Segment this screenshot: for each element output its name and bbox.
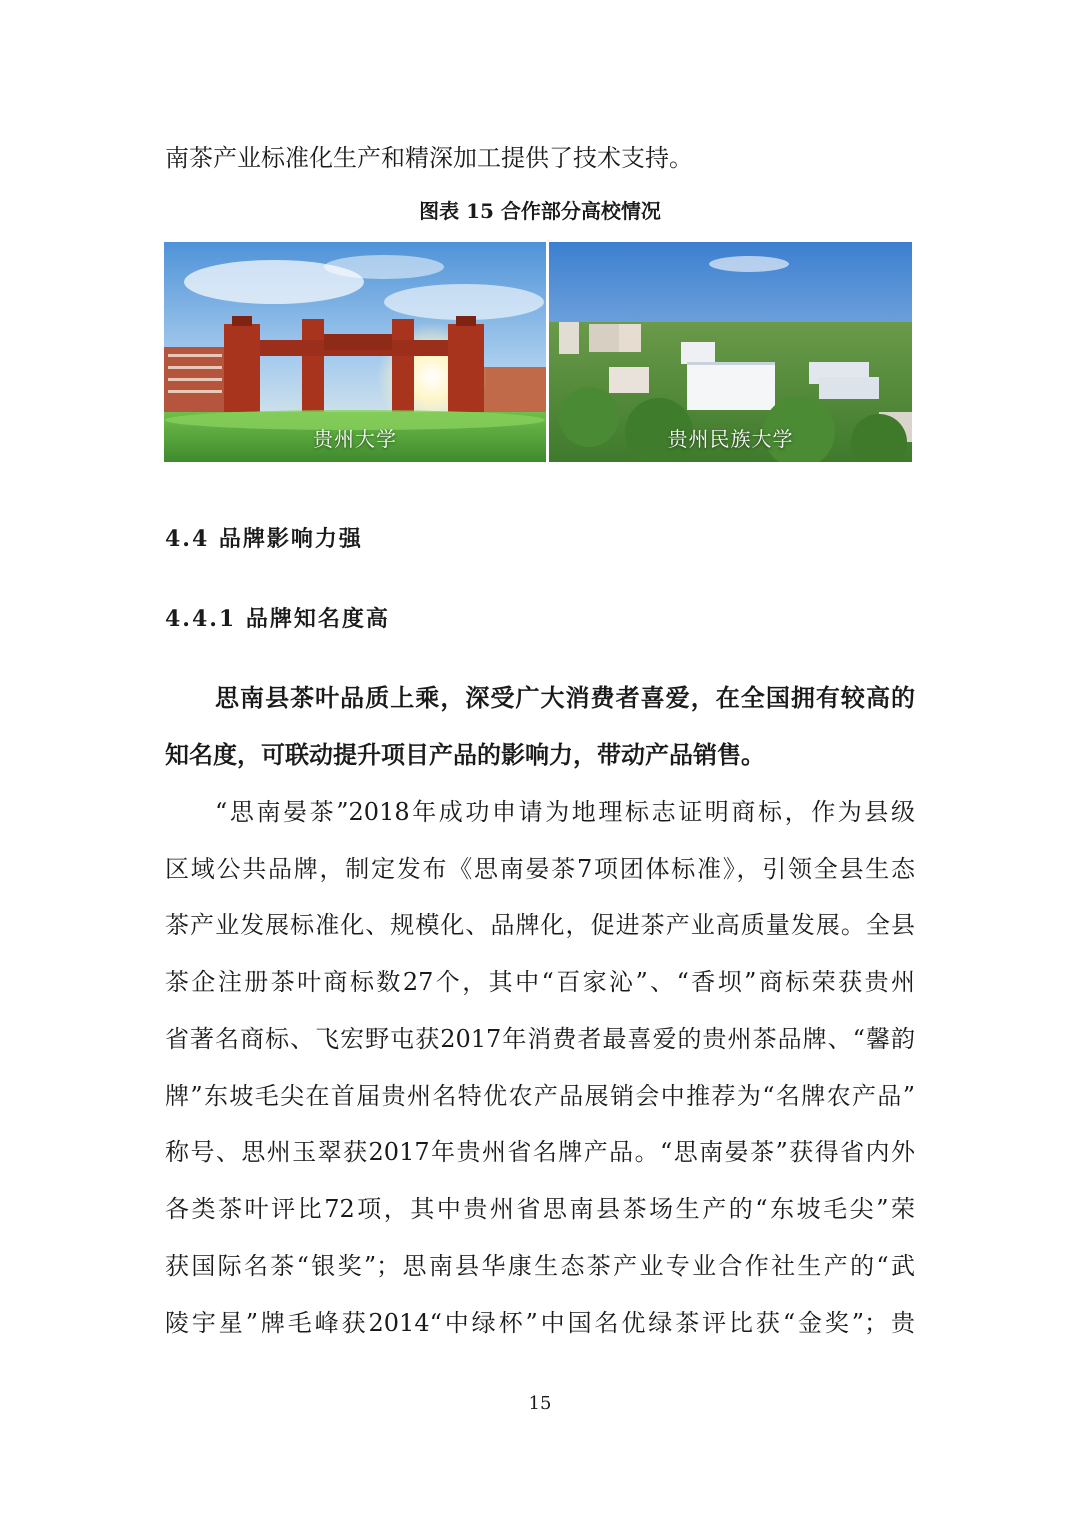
body-line-3: 茶产业发展标准化、规模化、品牌化，促进茶产业高质量发展。全县 xyxy=(165,911,915,939)
photo-divider xyxy=(546,242,549,462)
body-line-7: 称号、思州玉翠获2017年贵州省名牌产品。“思南晏茶”获得省内外 xyxy=(165,1138,915,1166)
figure-caption: 图表 15 合作部分高校情况 xyxy=(419,199,661,223)
photo-guizhou-minzu-university xyxy=(549,242,912,462)
body-line-2: 区域公共品牌，制定发布《思南晏茶7项团体标准》，引领全县生态 xyxy=(165,855,915,883)
photo-label-guizhou-university: 贵州大学 xyxy=(313,427,397,451)
summary-line-2: 知名度，可联动提升项目产品的影响力，带动产品销售。 xyxy=(165,740,765,769)
body-line-1: “思南晏茶”2018年成功申请为地理标志证明商标，作为县级 xyxy=(215,798,915,826)
page-number: 15 xyxy=(528,1393,552,1414)
photo-guizhou-university xyxy=(164,242,546,462)
body-line-10: 陵宇星”牌毛峰获2014“中绿杯”中国名优绿茶评比获“金奖”；贵 xyxy=(165,1309,915,1337)
body-line-9: 获国际名茶“银奖”；思南县华康生态茶产业专业合作社生产的“武 xyxy=(165,1252,915,1280)
body-line-4: 茶企注册茶叶商标数27个，其中“百家沁”、“香坝”商标荣获贵州 xyxy=(165,968,915,996)
paragraph-tail: 南茶产业标准化生产和精深加工提供了技术支持。 xyxy=(165,144,693,172)
section-heading: 4.4 品牌影响力强 xyxy=(165,526,363,552)
body-line-6: 牌”东坡毛尖在首届贵州名特优农产品展销会中推荐为“名牌农产品” xyxy=(165,1082,915,1110)
body-line-8: 各类茶叶评比72项，其中贵州省思南县茶场生产的“东坡毛尖”荣 xyxy=(165,1195,915,1223)
summary-line-1: 思南县茶叶品质上乘，深受广大消费者喜爱，在全国拥有较高的 xyxy=(215,683,915,712)
body-line-5: 省著名商标、飞宏野屯获2017年消费者最喜爱的贵州茶品牌、“馨韵 xyxy=(165,1025,915,1053)
photo-label-guizhou-minzu-university: 贵州民族大学 xyxy=(667,427,794,451)
figure-universities xyxy=(164,242,912,462)
subsection-heading: 4.4.1 品牌知名度高 xyxy=(165,606,390,632)
